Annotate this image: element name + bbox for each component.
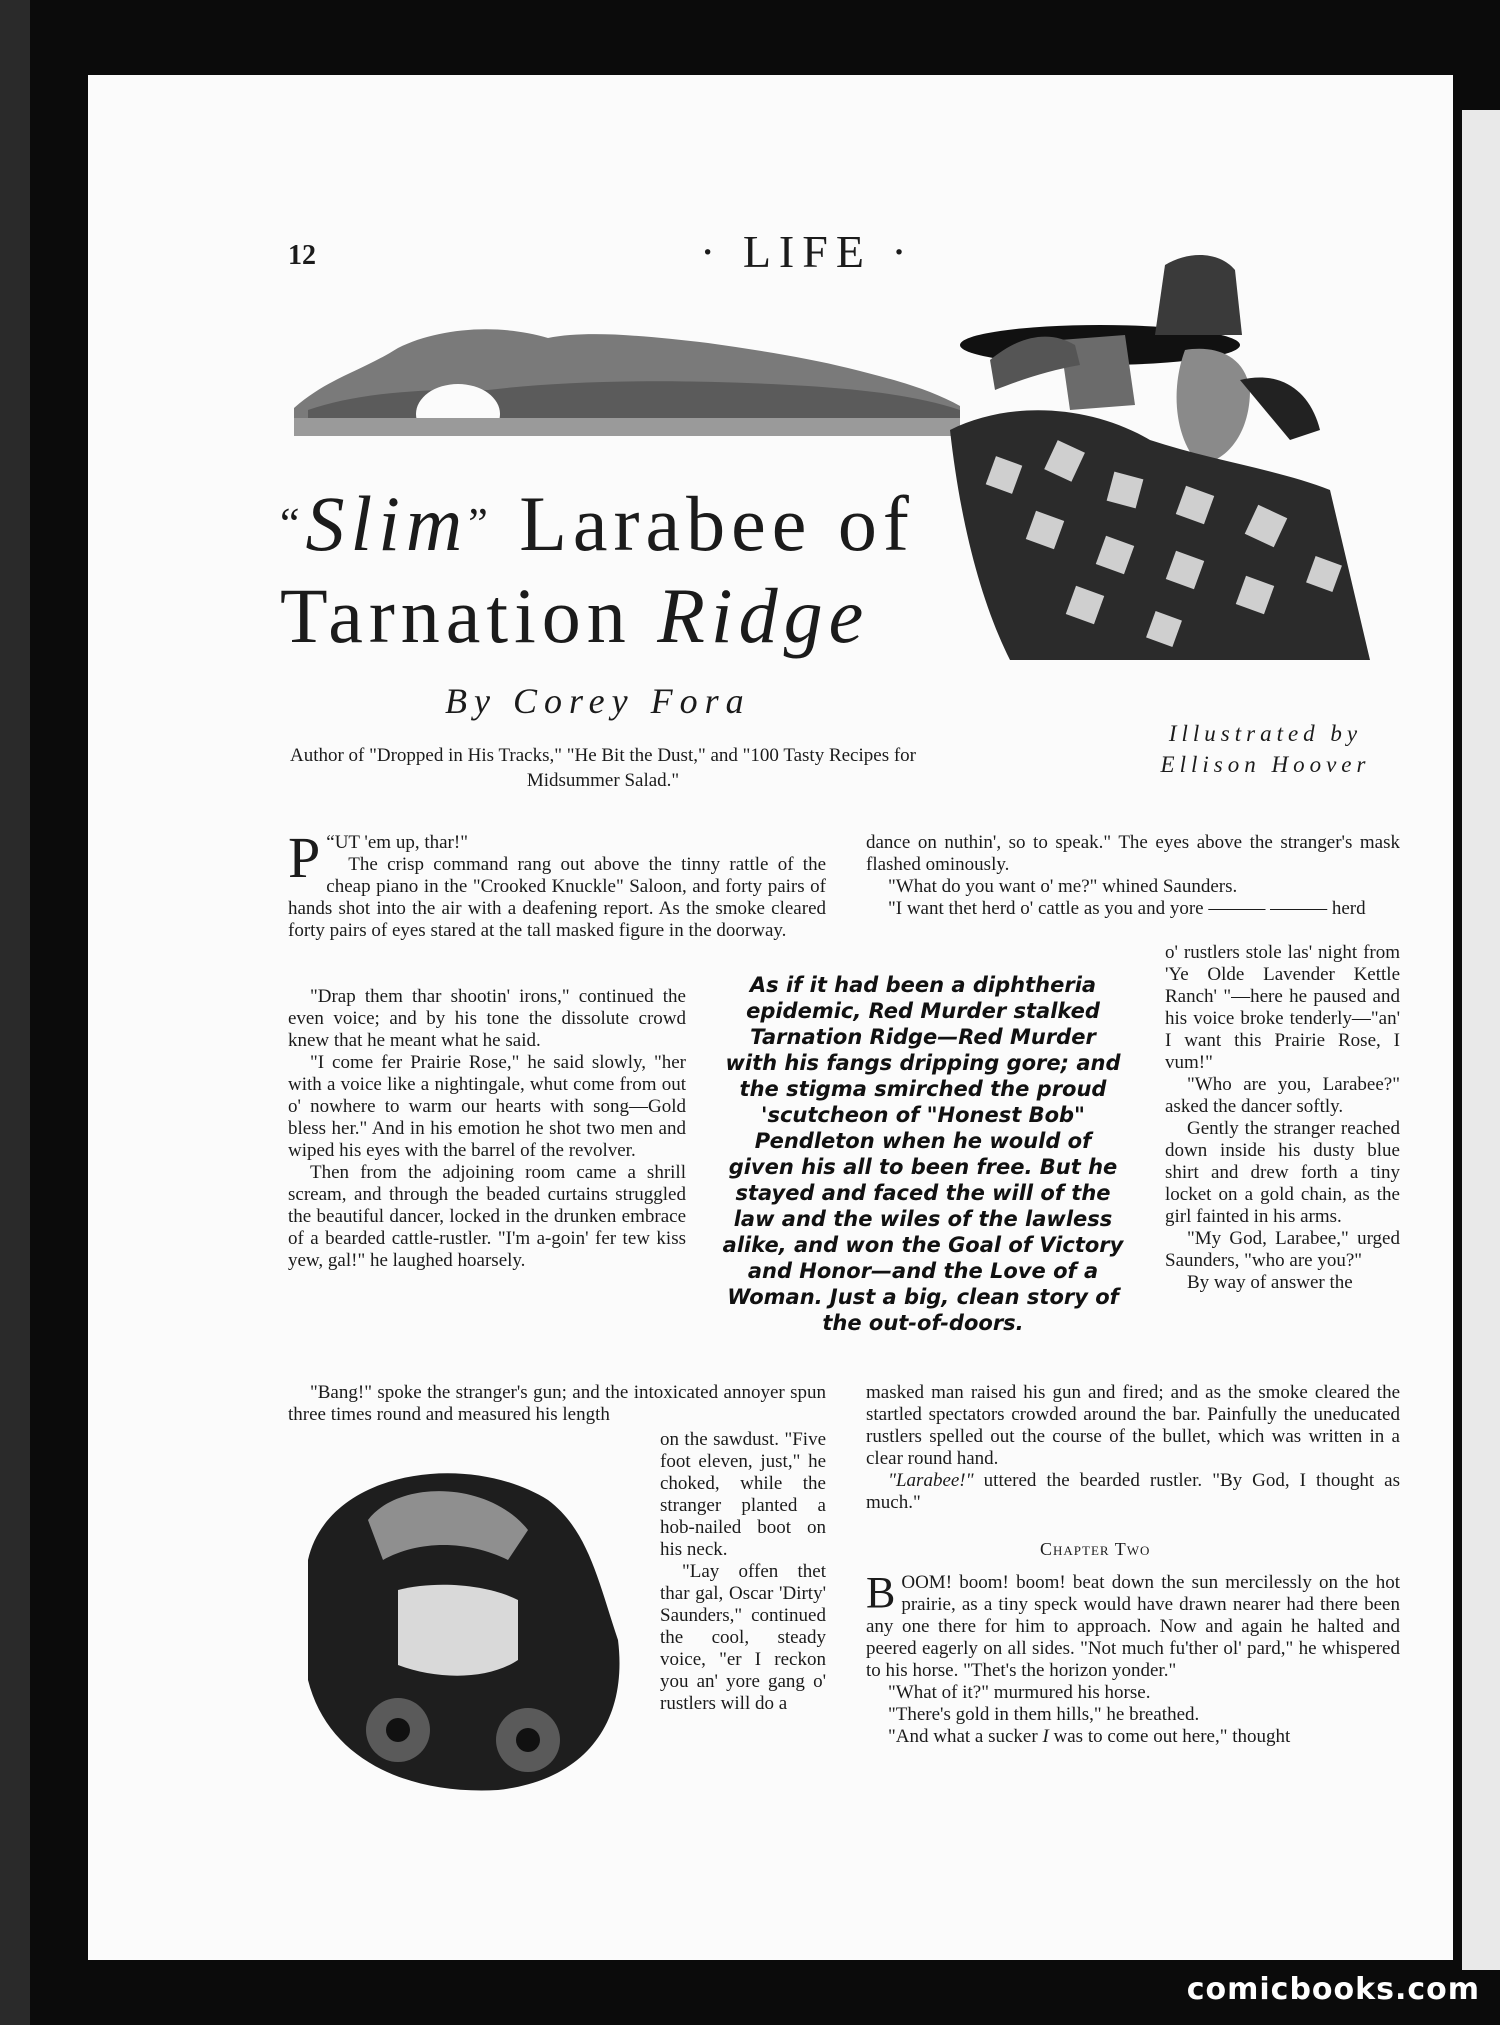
column-1-narrow xyxy=(660,1429,826,1715)
column-2-top xyxy=(866,832,1400,920)
paragraph: dance on nuthin', so to speak." The eyes above the stranger's mask flashed ominously. xyxy=(866,832,1400,875)
paragraph: "Who are you, Larabee?" asked the dancer softly. xyxy=(1165,1074,1400,1117)
column-1-top xyxy=(288,825,826,942)
title-line-1: “Slim” Larabee of xyxy=(280,480,915,567)
paragraph: "What do you want o' me?" whined Saunders. xyxy=(888,876,1238,897)
illustrator-line-1: Illustrated by xyxy=(1168,721,1363,746)
paragraph: Gently the stranger reached down inside his dusty blue shirt and drew forth a tiny locket on a gold chain, as the girl fainted in his arms. xyxy=(1165,1118,1400,1227)
pull-quote: As if it had been a diphtheria epidemic, Red Murder stalked Tarnation Ridge—Red Murder with his fangs dripping gore; and the stigma smirched the proud 'scutcheon of "Honest Bob" Pendleton when he would of given his all to been free. But he stayed and faced the will of the law and the wiles of the lawless alike, and won the Goal of Victory and Honor—and the Love of a Woman. Just a big, clean story of the out-of-doors. xyxy=(722,973,1124,1335)
title-tarnation: Tarnation xyxy=(280,572,632,659)
paragraph: By way of answer the xyxy=(1187,1272,1353,1293)
illustrator-line-2: Ellison Hoover xyxy=(1160,752,1371,777)
paragraph: masked man raised his gun and fired; and as the smoke cleared the startled spectators crowded around the bar. Painfully the uneducated rustlers spelled out the course of the bullet, which was written in a clear round hand. xyxy=(866,1382,1400,1469)
emphasis: I xyxy=(1042,1726,1049,1747)
paragraph: "Bang!" spoke the stranger's gun; and the intoxicated annoyer spun three times round and measured his length xyxy=(288,1382,826,1425)
paragraph: "My God, Larabee," urged Saunders, "who are you?" xyxy=(1165,1228,1400,1271)
article-title xyxy=(280,478,920,662)
masthead: · LIFE · xyxy=(700,226,915,277)
paragraph: "I want thet herd o' cattle as you and yore ——— ——— herd xyxy=(888,898,1366,919)
paragraph-text: was to come out here," thought xyxy=(1048,1726,1291,1747)
paragraph xyxy=(866,1568,1400,1682)
paragraph xyxy=(288,825,826,890)
cowboy-illustration xyxy=(950,240,1400,660)
next-page-edge xyxy=(1462,110,1500,1970)
paragraph: The crisp command rang out above the tinny rattle of the cheap piano in the "Crooked Knuckle" Saloon, and forty pairs of hands shot into the air with a deafening report. As the smoke cleared forty pairs of eyes stared at the tall masked figure in the doorway. xyxy=(288,854,826,941)
chapter-heading: Chapter Two xyxy=(1040,1539,1151,1559)
paragraph xyxy=(866,1726,1400,1748)
bandit-illustration xyxy=(288,1440,648,1800)
title-ridge: Ridge xyxy=(657,572,870,659)
open-quote: “ xyxy=(326,832,335,853)
title-slim: Slim xyxy=(305,480,469,567)
author-note: Author of "Dropped in His Tracks," "He Bit the Dust," and "100 Tasty Recipes for Midsummer Salad." xyxy=(289,745,917,791)
illustrator-credit xyxy=(1138,718,1393,780)
paragraph xyxy=(866,1470,1400,1514)
paragraph: "What of it?" murmured his horse. xyxy=(888,1682,1151,1703)
page-number: 12 xyxy=(288,240,316,271)
paragraph: o' rustlers stole las' night from 'Ye Olde Lavender Kettle Ranch' "—here he paused and his voice broke tenderly—"an' I want this Prairie Rose, I vum!" xyxy=(1165,942,1400,1073)
paragraph: on the sawdust. "Five foot eleven, just," he choked, while the stranger planted a hob-nailed boot on his neck. xyxy=(660,1429,826,1560)
larabee-exclamation: "Larabee!" xyxy=(888,1470,974,1491)
title-line-1-rest: Larabee of xyxy=(519,480,915,567)
paragraph: "I come fer Prairie Rose," he said slowly, "her with a voice like a nightingale, whut come from out o' nowhere to warm our hearts with song—Gold bless her." And in his emotion he shot two men and wiped his eyes with the barrel of the revolver. xyxy=(288,1052,686,1161)
column-1-middle xyxy=(288,986,686,1272)
column-1-lower xyxy=(288,1382,826,1426)
drop-cap: P xyxy=(288,825,321,890)
paragraph: "Lay offen thet thar gal, Oscar 'Dirty' Saunders," continued the cool, steady voice, "er I reckon you an' yore gang o' rustlers will do a xyxy=(660,1561,826,1714)
landscape-illustration xyxy=(288,318,968,440)
paragraph: Then from the adjoining room came a shrill scream, and through the beaded curtains struggled the beautiful dancer, locked in the drunken embrace of a bearded cattle-rustler. "I'm a-goin' fer tew kiss yew, gal!" he laughed hoarsely. xyxy=(288,1162,686,1271)
column-2-lower xyxy=(866,1382,1400,1514)
paragraph: "There's gold in them hills," he breathed. xyxy=(888,1704,1200,1725)
column-2-narrow xyxy=(1165,942,1400,1294)
paragraph-text: UT 'em up, thar!" xyxy=(334,832,468,853)
title-line-2 xyxy=(280,570,920,662)
paragraph-text: "And what a sucker xyxy=(888,1726,1043,1747)
paragraph-text: uttered the bearded rustler. "By God, I thought as much." xyxy=(866,1470,1400,1513)
paragraph-text: OOM! boom! boom! beat down the sun mercilessly on the hot prairie, as a tiny speck would have drawn nearer had there been any one there for him to approach. Now and again he halted and peered eagerly on all sides. "Not much fu'ther ol' pard," he whispered to his horse. "Thet's the horizon yonder." xyxy=(866,1572,1400,1681)
paragraph: "Drap them thar shootin' irons," continued the even voice; and by his tone the dissolute crowd knew that he meant what he said. xyxy=(288,986,686,1051)
byline: By Corey Fora xyxy=(445,681,751,721)
scan-edge xyxy=(0,0,30,2025)
watermark: comicbooks.com xyxy=(1186,1972,1480,2007)
column-2-chapter-two xyxy=(866,1568,1400,1748)
drop-cap: B xyxy=(866,1568,896,1617)
